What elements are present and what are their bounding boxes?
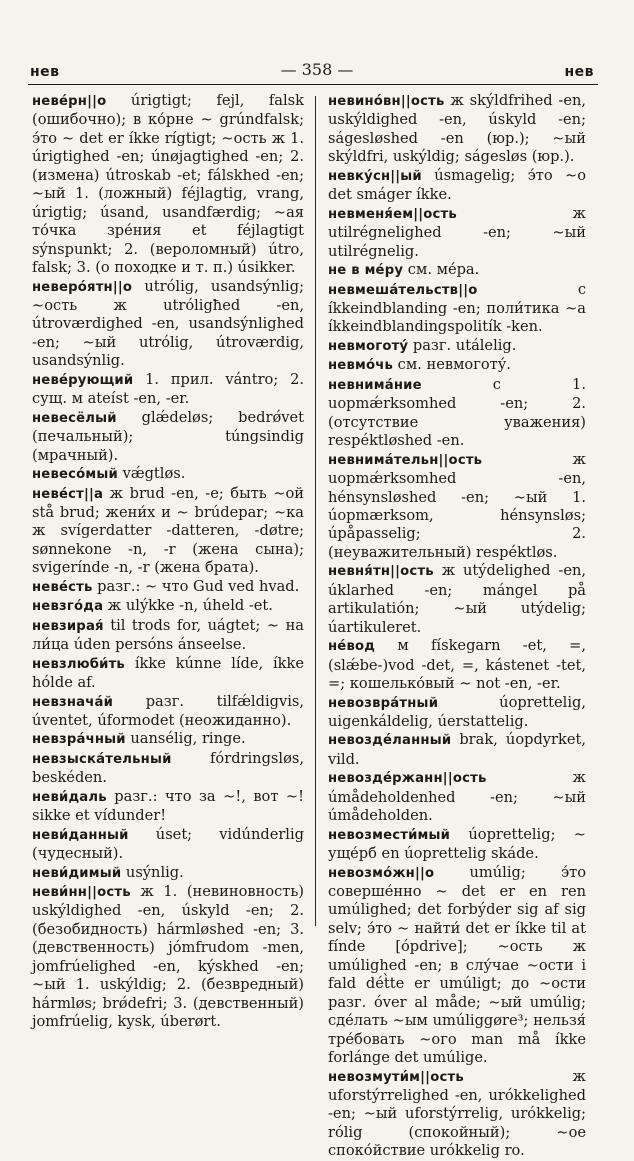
dictionary-entry — [32, 92, 304, 278]
entry-headword: невозмо́жн||о — [328, 865, 435, 881]
entry-definition: úset; vidúnderlig (чудесный). — [32, 825, 304, 863]
entry-definition: úrigtigt; fejl, falsk (ошибочно); в ко́рне ∼ grúndfalsk; э́то ∼ det er íkke rígtigt; ∼ость ж 1. úrigtighed -en; únøjagtighed -en; 2. (измена) útroskab -et; fálskhed -en; ∼ый 1. (ложный) féjlagtig, vrang, úrigtig; úsand, usandfærdig; ∼ая то́чка зре́ния et féjlagtigt sýnspunkt; 2. (вероломный) útro, falsk; 3. (о походке и т. п.) úsikker. — [32, 92, 304, 277]
dictionary-entry — [328, 694, 586, 732]
entry-definition: usýnlig. — [121, 863, 184, 881]
right-column — [328, 92, 586, 1161]
entry-headword: невзирая́ — [32, 618, 104, 634]
dictionary-entry — [328, 451, 586, 563]
entry-headword: неви́даль — [32, 789, 107, 805]
entry-headword: неви́нн||ость — [32, 885, 131, 901]
entry-headword: невозмути́м||ость — [328, 1069, 464, 1085]
entry-headword: невнима́ние — [328, 377, 422, 393]
dictionary-entry — [328, 92, 586, 167]
entry-definition: см. невмоготу́. — [393, 356, 511, 374]
header-rule — [28, 84, 598, 85]
entry-definition: ж utýdelighed -en, úklarhed -en; mángel på artikulatión; ∼ый utýdelig; úartikuleret. — [328, 562, 586, 636]
dictionary-entry — [32, 597, 304, 616]
dictionary-entry — [328, 769, 586, 825]
dictionary-entry — [32, 693, 304, 731]
dictionary-entry — [328, 261, 586, 280]
dictionary-entry — [328, 337, 586, 356]
entry-definition: utrólig, usandsýnlig; ∼ость ж utróligħed -en, útroværdighed -en, usandsýnlighed -en; ∼ый utrólig, útroværdig, usandsýnlig. — [32, 277, 304, 370]
dictionary-entry — [328, 864, 586, 1068]
entry-headword: неве́рн||о — [32, 94, 107, 109]
dictionary-entry — [32, 750, 304, 788]
entry-headword: неверо́ятн||о — [32, 279, 133, 295]
entry-headword: невзлюби́ть — [32, 656, 125, 672]
entry-definition: ж utilrégnelighed -en; ∼ый utilrégnelig. — [328, 204, 586, 260]
entry-definition: úoprettelig; ∼ уще́рб en úoprettelig skáde. — [328, 825, 586, 863]
entry-headword: невозде́ланный — [328, 733, 452, 749]
entry-definition: ж skýldfrihed -en, uskýldighed -en, úskyld -en; ságesløshed -en (юр.); ∼ый skýldfri, uskýldig; ságesløs (юр.). — [328, 92, 586, 166]
entry-definition: ж brud -en, -e; быть ∼ой stå brud; жени́х и ∼ brúdepar; ∼ка ж svígerdatter -datteren, -døtre; sønnekone -n, -r (жена сына); svigerínde -n, -r (жена брата). — [32, 484, 304, 577]
entry-headword: невмоготу́ — [328, 338, 409, 354]
dictionary-entry — [328, 637, 586, 693]
entry-definition: разг.: ∼ что Gud ved hvad. — [92, 577, 300, 595]
entry-headword: невозвра́тный — [328, 695, 439, 711]
entry-headword: невмеша́тельств||о — [328, 282, 478, 298]
entry-definition: разг. utálelig. — [408, 336, 517, 354]
entry-definition: úoprettelig, uigenkáldelig, úerstattelig. — [328, 693, 586, 730]
entry-headword: невня́тн||ость — [328, 564, 434, 580]
entry-definition: vǽgtløs. — [117, 465, 186, 483]
dictionary-entry — [328, 731, 586, 769]
entry-headword: неви́димый — [32, 865, 122, 881]
header-guide-word-left: нев — [30, 64, 60, 80]
page-header — [0, 58, 634, 84]
entry-headword: не́вод — [328, 639, 376, 655]
dictionary-entry — [32, 617, 304, 655]
entry-headword: невку́сн||ый — [328, 168, 422, 184]
dictionary-entry — [32, 883, 304, 1032]
entry-definition: разг.: что за ∼!, вот ∼! sikke et vídunder! — [32, 787, 304, 825]
entry-headword: невесёлый — [32, 410, 117, 426]
dictionary-entry — [32, 578, 304, 597]
entry-headword: невзыска́тельный — [32, 751, 172, 767]
dictionary-entry — [328, 356, 586, 375]
entry-headword: не в ме́ру — [328, 263, 404, 279]
entry-definition: разг. tilfǽldigvis, úventet, úformodet (неожиданно). — [32, 692, 304, 729]
dictionary-entry — [32, 409, 304, 465]
dictionary-entry — [328, 1068, 586, 1161]
entry-definition: ж uforstýrrelighed -en, urókkelighed -en; ∼ый uforstýrrelig, urókkelig; rólig (спокойный); ∼ое споко́йствие urókkelig ro. — [328, 1067, 586, 1160]
dictionary-entry — [328, 167, 586, 205]
page-number: — 358 — — [280, 60, 354, 79]
entry-definition: 1. прил. vántro; 2. сущ. м ateíst -en, -er. — [32, 370, 304, 408]
dictionary-entry — [328, 205, 586, 261]
entry-definition: с 1. uopmǽrksomhed -en; 2. (отсутствие уважения) respéktløshed -en. — [328, 375, 586, 450]
dictionary-entry — [32, 485, 304, 578]
entry-definition: ж úmådeholdenhed -en; ∼ый úmådeholden. — [328, 769, 586, 825]
dictionary-entry — [32, 465, 304, 484]
entry-headword: невменя́ем||ость — [328, 206, 457, 222]
entry-definition: íkke kúnne líde, íkke hólde af. — [32, 654, 304, 692]
entry-headword: невесо́мый — [32, 467, 118, 483]
header-guide-word-right: нев — [564, 64, 594, 80]
entry-definition: brak, úopdyrket, vild. — [328, 731, 586, 768]
entry-definition: см. ме́ра. — [403, 261, 480, 279]
dictionary-entry — [32, 278, 304, 371]
entry-headword: неве́рующий — [32, 372, 134, 388]
entry-headword: невмо́чь — [328, 358, 394, 374]
entry-headword: невзнача́й — [32, 694, 114, 710]
dictionary-entry — [328, 562, 586, 637]
entry-headword: невзго́да — [32, 599, 104, 615]
dictionary-entry — [32, 371, 304, 409]
dictionary-entry — [32, 826, 304, 864]
entry-definition: uansélig, ringe. — [125, 730, 246, 748]
dictionary-entry — [328, 281, 586, 337]
entry-definition: úsmagelig; э́то ∼о det smáger íkke. — [328, 166, 586, 204]
entry-headword: невнима́тельн||ость — [328, 452, 483, 468]
entry-definition: ж uopmǽrksomhed -en, hénsynsløshed -en; ∼ый 1. úopmærksom, hénsynsløs; úpåpasselig; 2. (неуважительный) respéktløs. — [328, 450, 586, 561]
entry-headword: невзра́чный — [32, 732, 126, 748]
left-column — [32, 92, 304, 1032]
dictionary-entry — [32, 730, 304, 749]
entry-definition: с íkkeindblanding -en; поли́тика ∼а íkkeindblandingspolitík -ken. — [328, 280, 586, 336]
entry-definition: ж ulýkke -n, úheld -et. — [103, 597, 273, 615]
entry-definition: fórdringsløs, beskéden. — [32, 749, 304, 787]
dictionary-entry — [32, 864, 304, 883]
dictionary-entry — [328, 376, 586, 451]
entry-definition: umúlig; э́то соверше́нно ∼ det er en ren umúlighed; det forbýder sig af sig selv; э́то ∼ найти́ det er íkke til at fínde [ópdrive]; ∼ость ж umúlighed -en; в слу́чае ∼ости i fald dét̀te er umúligt; до ∼ости разг. óver al måde; ∼ый umúlig; сде́лать ∼ым umúliggøre³; нельзя́ тре́бовать ∼ого man må íkke forlánge det umúlige. — [328, 863, 586, 1067]
dictionary-entry — [32, 788, 304, 826]
entry-headword: невозмести́мый — [328, 827, 451, 843]
entry-definition: ж 1. (невиновность) uskýldighed -en, úskyld -en; 2. (безобидность) hármløshed -en; 3. (девственность) jómfrudom -men, jomfrúelighed -en, kýskhed -en; ∼ый 1. uskýldig; 2. (безвредный) hármløs; brǿdefri; 3. (девственный) jomfrúelig, kysk, úberørt. — [32, 883, 304, 1031]
dictionary-entry — [328, 826, 586, 864]
entry-definition: м fískegarn -et, =, (slǽbe-)vod -det, =, kástenet -tet, =; кошелько́вый ∼ not -en, -er. — [328, 637, 586, 693]
entry-headword: невозде́ржанн||ость — [328, 771, 487, 787]
column-divider — [315, 96, 316, 926]
entry-headword: неви́данный — [32, 827, 129, 843]
entry-definition: glǽdeløs; bedrǿvet (печальный); túngsindig (мрачный). — [32, 408, 304, 464]
entry-headword: неве́ст||а — [32, 486, 104, 502]
dictionary-entry — [32, 655, 304, 693]
entry-definition: til trods for, uágtet; ∼ на ли́ца úden persóns ánseelse. — [32, 616, 304, 654]
entry-headword: невино́вн||ость — [328, 94, 445, 109]
entry-headword: неве́сть — [32, 579, 93, 595]
